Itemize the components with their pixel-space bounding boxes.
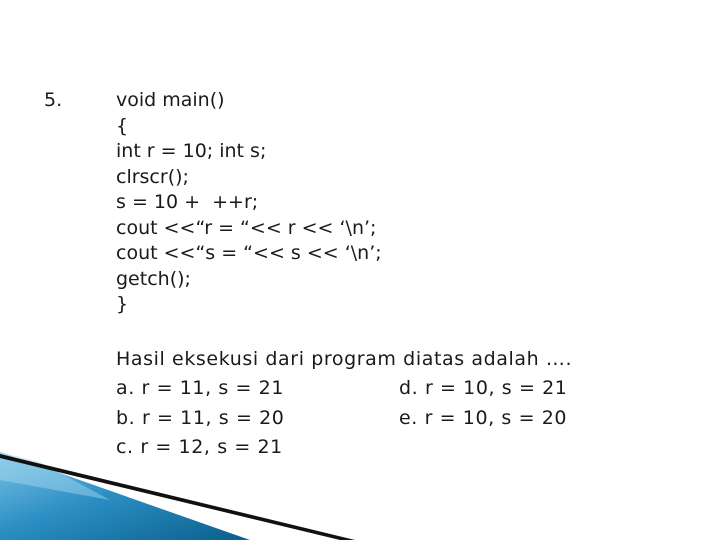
code-line: { [116, 114, 129, 137]
option-b: b. r = 11, s = 20 [116, 406, 285, 429]
code-line: int r = 10; int s; [116, 140, 267, 162]
option-c: c. r = 12, s = 21 [116, 436, 283, 458]
code-block [116, 88, 382, 318]
code-line: getch(); [116, 267, 191, 290]
code-line: cout <<“s = “<< s << ‘\n’; [116, 242, 382, 264]
code-line: s = 10 + ++r; [116, 191, 259, 213]
option-row [116, 374, 568, 404]
code-line: } [116, 293, 129, 315]
option-d: d. r = 10, s = 21 [399, 377, 568, 399]
option-row [116, 404, 568, 434]
question-number: 5. [44, 89, 63, 111]
option-a: a. r = 11, s = 21 [116, 377, 285, 399]
option-e: e. r = 10, s = 20 [399, 406, 568, 429]
code-line: clrscr(); [116, 165, 189, 188]
question-text: Hasil eksekusi dari program diatas adalah …. [116, 348, 573, 370]
decorative-corner-swoosh [0, 440, 720, 540]
code-line: void main() [116, 89, 225, 111]
code-line: cout <<“r = “<< r << ‘\n’; [116, 216, 377, 239]
